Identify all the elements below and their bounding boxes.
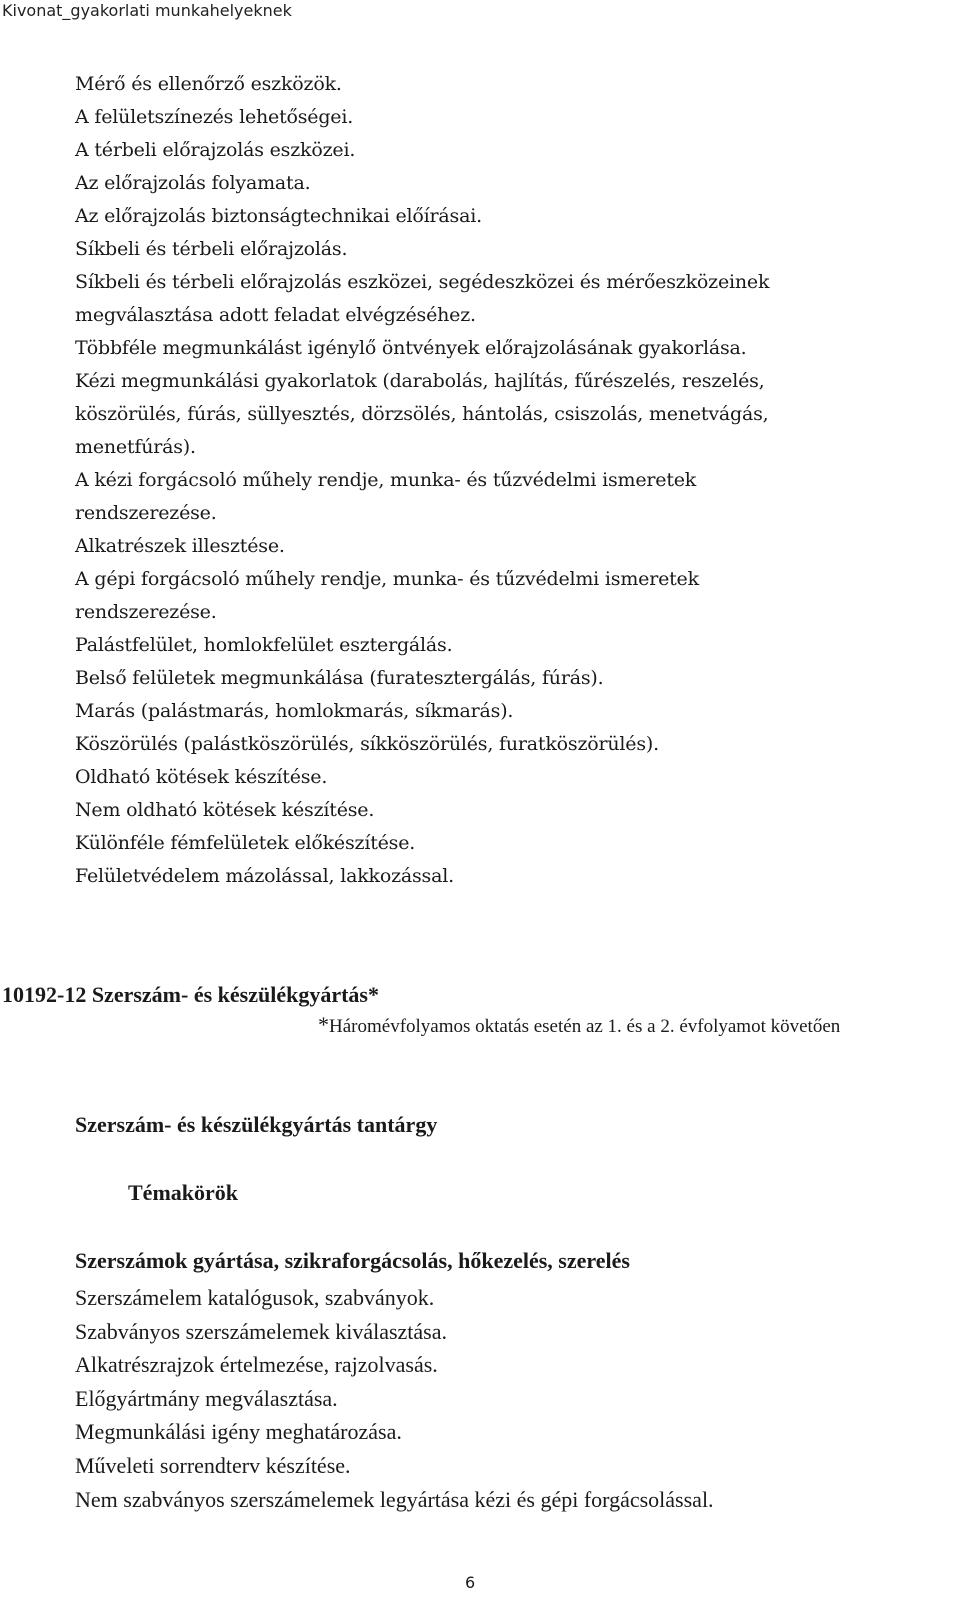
list-item: Mérő és ellenőrző eszközök. bbox=[75, 73, 342, 95]
topic-group-title: Szerszámok gyártása, szikraforgácsolás, hőkezelés, szerelés bbox=[75, 1248, 630, 1273]
list-item: A gépi forgácsoló műhely rendje, munka- és tűzvédelmi ismeretek bbox=[75, 568, 699, 590]
list-item: Alkatrészrajzok értelmezése, rajzolvasás. bbox=[75, 1352, 438, 1378]
list-item: Nem oldható kötések készítése. bbox=[75, 799, 375, 821]
list-item: Belső felületek megmunkálása (furatesztergálás, fúrás). bbox=[75, 667, 604, 689]
list-item: Különféle fémfelületek előkészítése. bbox=[75, 832, 416, 854]
topic-items bbox=[75, 1281, 714, 1516]
page-number: 6 bbox=[465, 1573, 476, 1592]
topics-heading: Témakörök bbox=[128, 1180, 238, 1205]
list-item: rendszerezése. bbox=[75, 601, 217, 623]
footnote-star: * bbox=[318, 1012, 329, 1037]
list-item: Kézi megmunkálási gyakorlatok (darabolás, hajlítás, fűrészelés, reszelés, bbox=[75, 370, 765, 392]
list-item: Műveleti sorrendterv készítése. bbox=[75, 1452, 351, 1478]
list-item: Többféle megmunkálást igénylő öntvények előrajzolásának gyakorlása. bbox=[75, 337, 747, 359]
list-item: Megmunkálási igény meghatározása. bbox=[75, 1419, 402, 1445]
list-item: A felületszínezés lehetőségei. bbox=[75, 106, 354, 128]
list-item: Marás (palástmarás, homlokmarás, síkmarás). bbox=[75, 700, 514, 722]
list-item: A térbeli előrajzolás eszközei. bbox=[75, 139, 356, 161]
list-item: Nem szabványos szerszámelemek legyártása kézi és gépi forgácsolással. bbox=[75, 1486, 714, 1512]
document-header-title: Kivonat_gyakorlati munkahelyeknek bbox=[2, 1, 292, 20]
footnote-text: Háromévfolyamos oktatás esetén az 1. és a 2. évfolyamot követően bbox=[329, 1016, 841, 1037]
list-item: Síkbeli és térbeli előrajzolás. bbox=[75, 238, 348, 260]
list-item: Köszörülés (palástköszörülés, síkköszörülés, furatköszörülés). bbox=[75, 733, 659, 755]
list-item: megválasztása adott feladat elvégzéséhez. bbox=[75, 304, 476, 326]
list-item: Síkbeli és térbeli előrajzolás eszközei, segédeszközei és mérőeszközeinek bbox=[75, 271, 770, 293]
list-item: Oldható kötések készítése. bbox=[75, 766, 328, 788]
list-item: Az előrajzolás folyamata. bbox=[75, 172, 311, 194]
list-item: Palástfelület, homlokfelület esztergálás. bbox=[75, 634, 453, 656]
list-item: Szerszámelem katalógusok, szabványok. bbox=[75, 1285, 435, 1310]
subject-title: Szerszám- és készülékgyártás tantárgy bbox=[75, 1112, 438, 1137]
list-item: Szabványos szerszámelemek kiválasztása. bbox=[75, 1318, 448, 1344]
top-list bbox=[75, 68, 769, 893]
list-item: A kézi forgácsoló műhely rendje, munka- és tűzvédelmi ismeretek bbox=[75, 469, 697, 491]
footnote bbox=[318, 1012, 840, 1038]
list-item: menetfúrás). bbox=[75, 436, 196, 458]
list-item: rendszerezése. bbox=[75, 502, 217, 524]
list-item: Előgyártmány megválasztása. bbox=[75, 1385, 338, 1411]
list-item: Alkatrészek illesztése. bbox=[75, 535, 285, 557]
list-item: Az előrajzolás biztonságtechnikai előírásai. bbox=[75, 205, 482, 227]
section-code-title: 10192-12 Szerszám- és készülékgyártás* bbox=[2, 982, 379, 1007]
list-item: köszörülés, fúrás, süllyesztés, dörzsölés, hántolás, csiszolás, menetvágás, bbox=[75, 403, 769, 425]
list-item: Felületvédelem mázolással, lakkozással. bbox=[75, 865, 454, 887]
